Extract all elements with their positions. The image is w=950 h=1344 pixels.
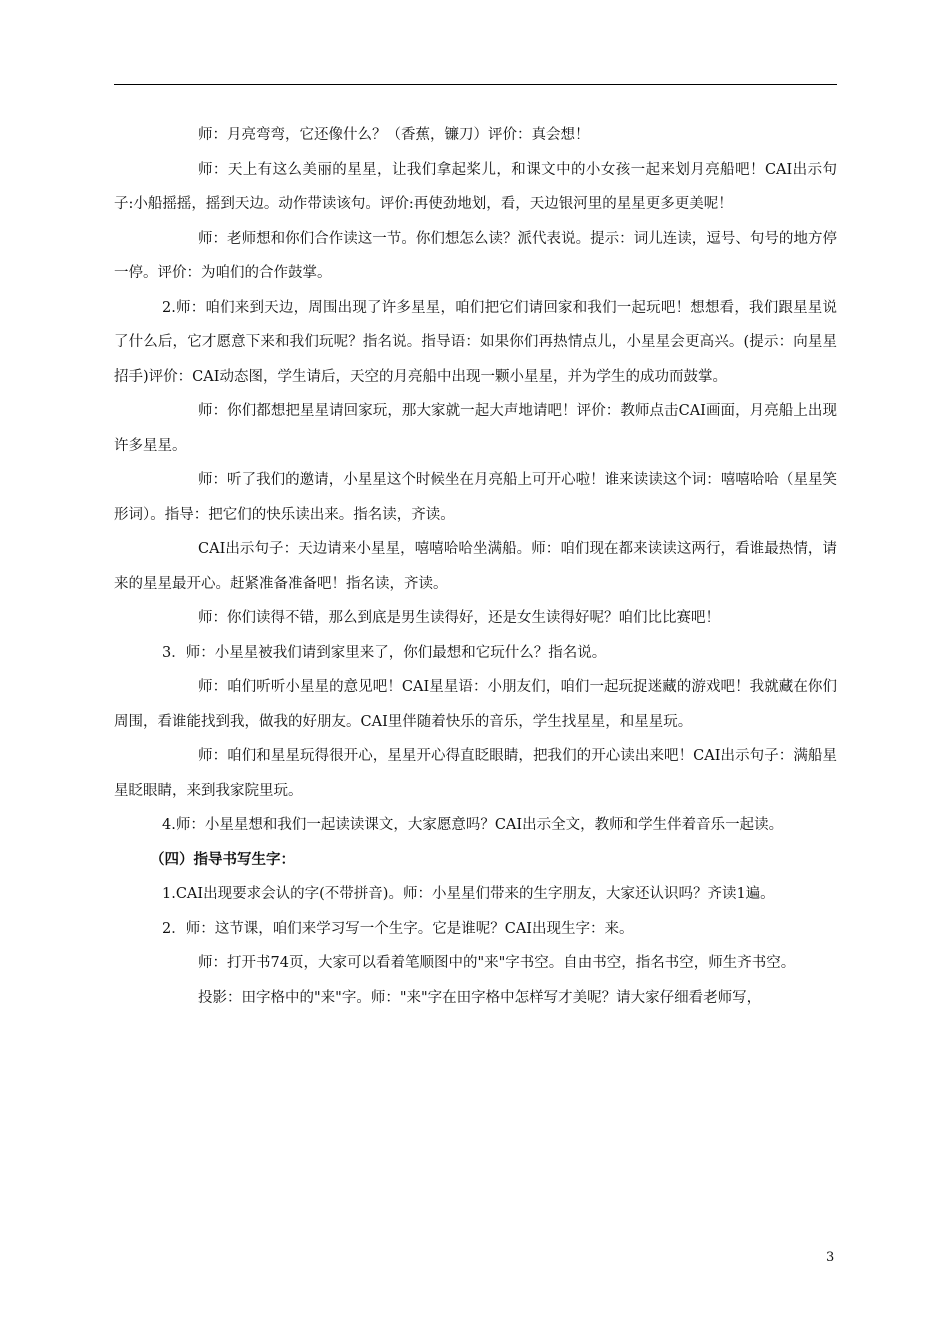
paragraph: 2．师：这节课，咱们来学习写一个生字。它是谁呢？CAI出现生字：来。 (162, 920, 634, 937)
paragraph: 师：打开书74页，大家可以看着笔顺图中的"来"字书空。自由书空，指名书空，师生齐书空。 (198, 955, 796, 971)
paragraph: 投影：田字格中的"来"字。师："来"字在田字格中怎样写才美呢？请大家仔细看老师写， (198, 989, 762, 1006)
paragraph: 师：咱们听听小星星的意见吧！CAI星星语：小朋友们，咱们一起玩捉迷藏的游戏吧！我就藏在你们周围，看谁能找到我，做我的好朋友。CAI里伴随着快乐的音乐，学生找星星，和星星玩。 (114, 679, 837, 730)
paragraph: 1.CAI出现要求会认的字(不带拼音)。师：小星星们带来的生字朋友，大家还认识吗？齐读1遍。 (162, 886, 775, 902)
paragraph: 师：你们都想把星星请回家玩，那大家就一起大声地请吧！评价：教师点击CAI画面，月亮船上出现许多星星。 (114, 403, 837, 454)
header-rule (114, 84, 837, 85)
paragraph: 师：你们读得不错，那么到底是男生读得好，还是女生读得好呢？咱们比比赛吧！ (198, 610, 720, 626)
paragraph: 师：咱们和星星玩得很开心，星星开心得直眨眼睛，把我们的开心读出来吧！CAI出示句子：满船星星眨眼睛，来到我家院里玩。 (114, 748, 837, 799)
paragraph: 4.师：小星星想和我们一起读读课文，大家愿意吗？CAI出示全文，教师和学生伴着音乐一起读。 (162, 817, 784, 833)
paragraph: 师：听了我们的邀请，小星星这个时候坐在月亮船上可开心啦！谁来读读这个词：嘻嘻哈哈（星星笑形词）。指导：把它们的快乐读出来。指名读，齐读。 (114, 472, 837, 523)
paragraph: 2.师：咱们来到天边，周围出现了许多星星，咱们把它们请回家和我们一起玩吧！想想看，我们跟星星说了什么后，它才愿意下来和我们玩呢？指名说。指导语：如果你们再热情点儿，小星星会更高兴。(提示：向星星招手)评价：CAI动态图，学生请后，天空的月亮船中出现一颗小星星，并为学生的成功而鼓掌。 (114, 299, 837, 385)
document-body (114, 118, 837, 1015)
paragraph: 师：月亮弯弯，它还像什么？（香蕉，镰刀）评价：真会想！ (198, 127, 590, 143)
page-number: 3 (826, 1250, 835, 1265)
paragraph: 3．师：小星星被我们请到家里来了，你们最想和它玩什么？指名说。 (162, 644, 607, 661)
paragraph: 师：老师想和你们合作读这一节。你们想怎么读？派代表说。提示：词儿连读，逗号、句号的地方停一停。评价：为咱们的合作鼓掌。 (114, 230, 837, 281)
paragraph: 师：天上有这么美丽的星星，让我们拿起桨儿，和课文中的小女孩一起来划月亮船吧！CAI出示句子:小船摇摇，摇到天边。动作带读该句。评价:再使劲地划，看，天边银河里的星星更多更美呢！ (114, 161, 837, 212)
paragraph: CAI出示句子：天边请来小星星，嘻嘻哈哈坐满船。师：咱们现在都来读读这两行，看谁最热情，请来的星星最开心。赶紧准备准备吧！指名读，齐读。 (114, 541, 837, 592)
section-heading: （四）指导书写生字： (150, 851, 295, 868)
